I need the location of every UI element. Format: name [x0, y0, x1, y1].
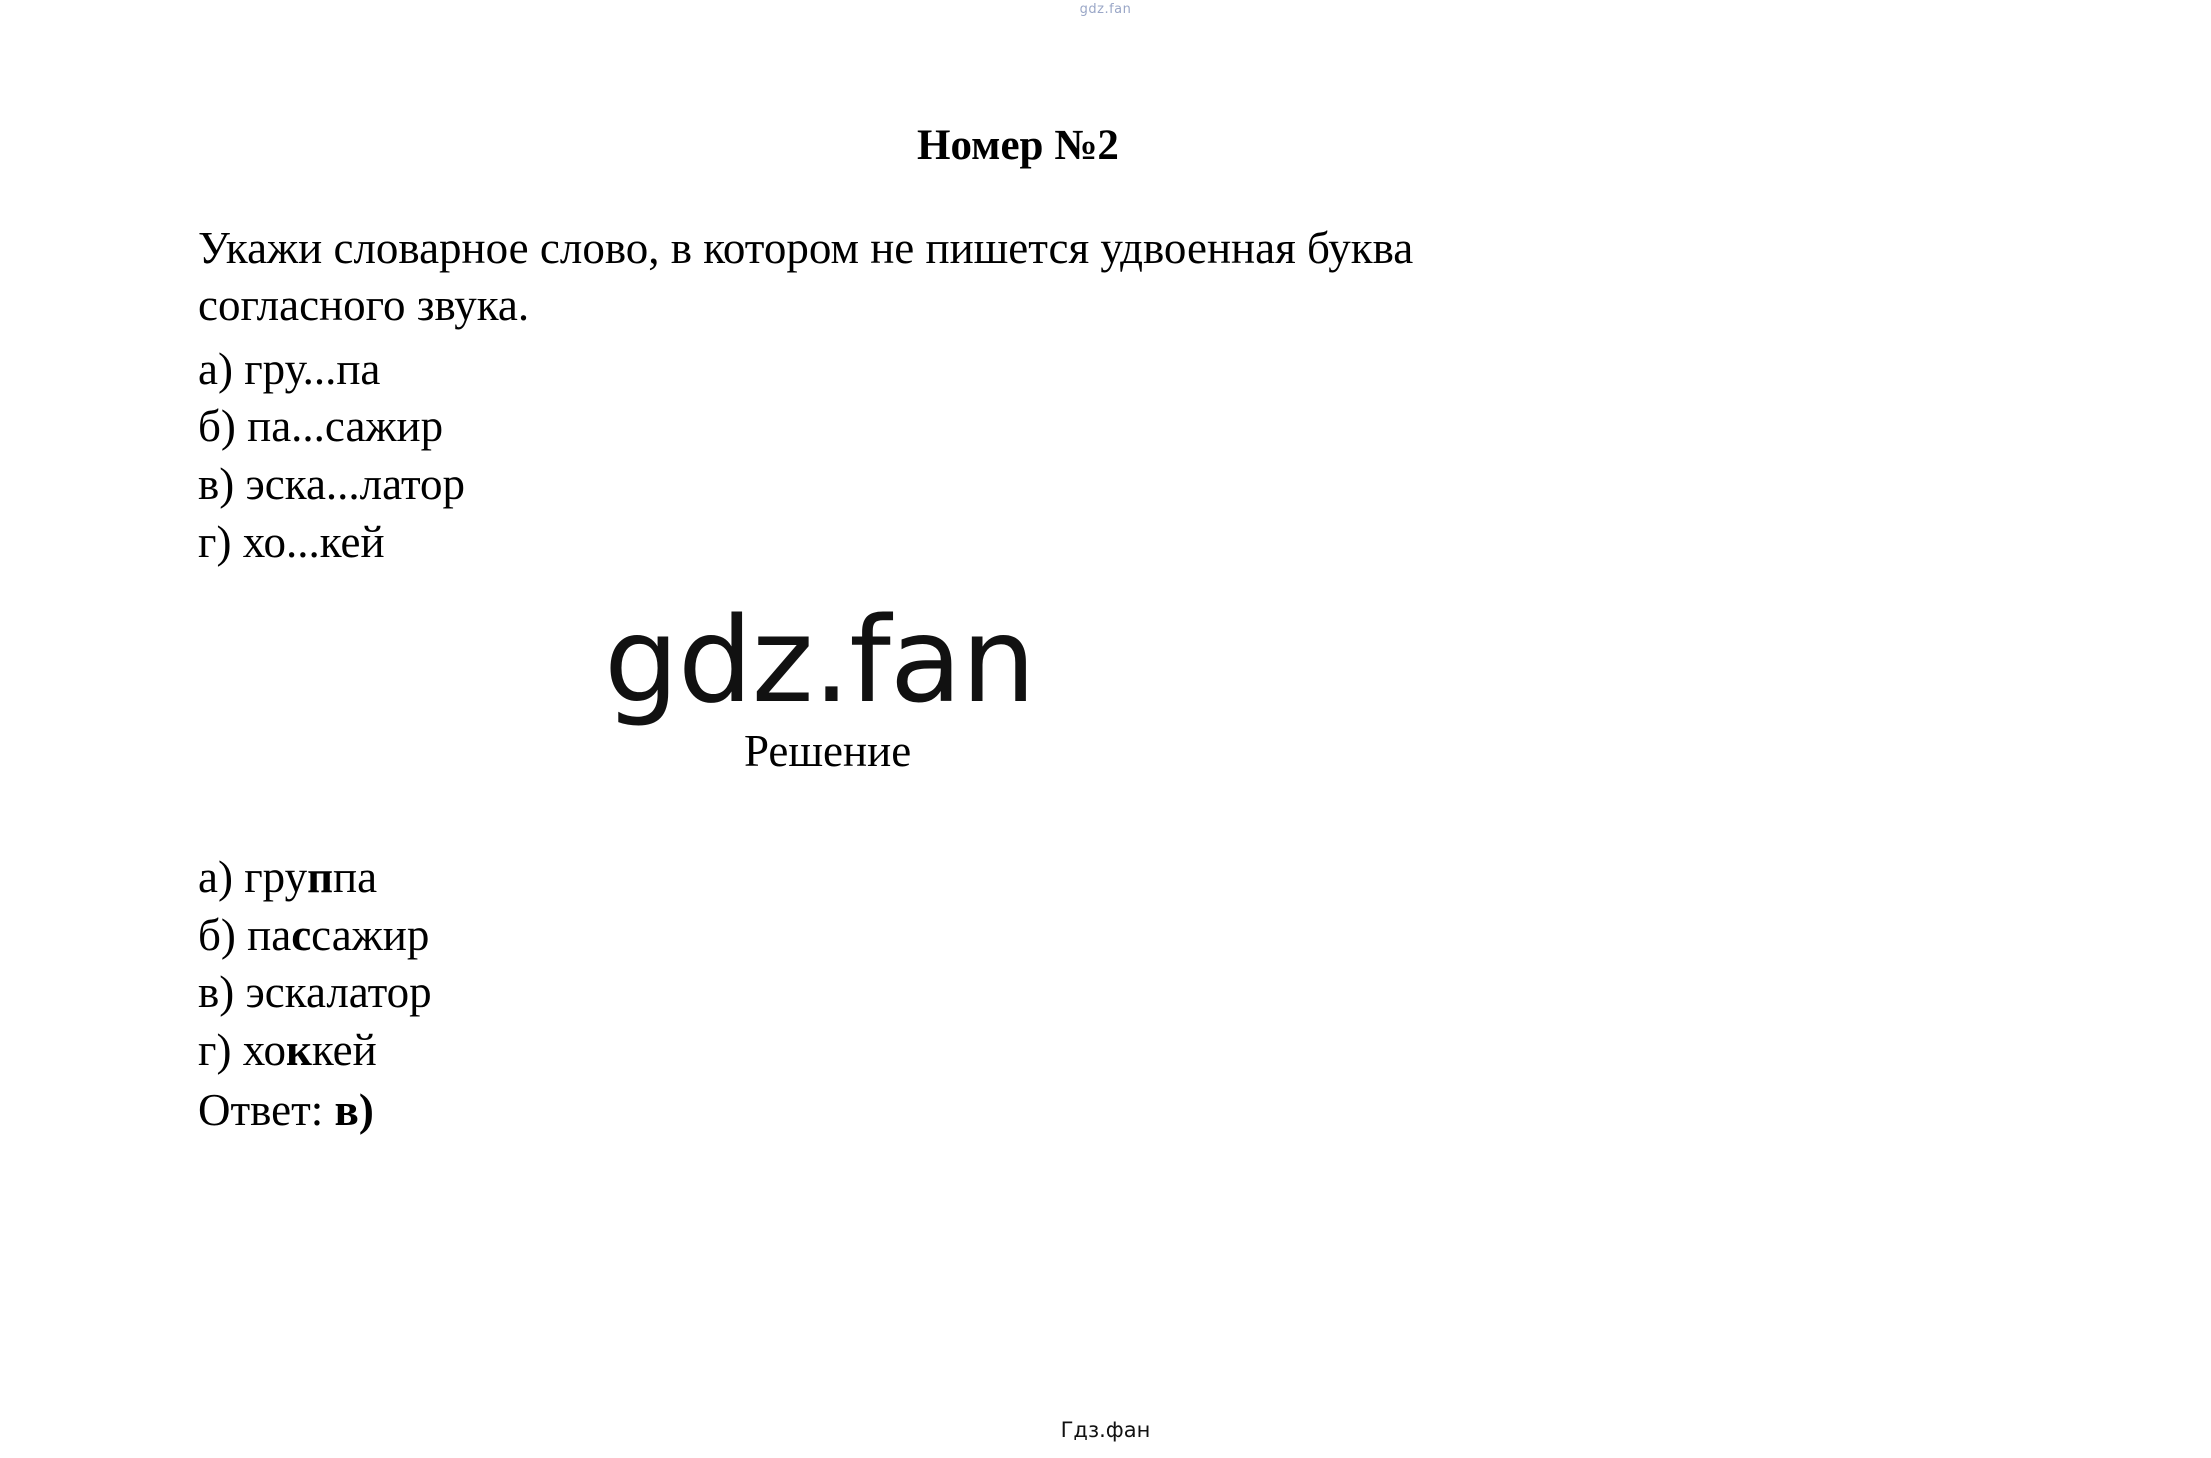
solution-item-g-highlight: к [285, 1024, 312, 1075]
solution-item-a-highlight: п [307, 852, 334, 903]
solution-header-block [198, 591, 2018, 805]
solution-item-a [198, 849, 2018, 907]
solution-answers [198, 849, 2018, 1139]
task-line-2: согласного звука. [198, 280, 530, 331]
solution-item-b-suffix: сажир [311, 909, 430, 960]
solution-item-b-prefix: б) па [198, 909, 292, 960]
solution-item-b [198, 907, 2018, 965]
final-answer [198, 1082, 2018, 1140]
page-title: Номер №2 [917, 122, 1119, 169]
center-watermark: gdz.fan [604, 591, 1035, 730]
footer-watermark: Гдз.фан [1060, 1418, 1151, 1442]
option-g: г) хо...кей [198, 516, 385, 567]
final-answer-value: в) [334, 1084, 374, 1135]
solution-item-v-prefix: в) эскалатор [198, 967, 432, 1018]
task-statement [198, 220, 2018, 335]
document-content [198, 120, 2018, 1139]
option-v: в) эска...латор [198, 458, 466, 509]
final-answer-label: Ответ: [198, 1084, 324, 1135]
task-options [198, 341, 2018, 571]
solution-item-b-highlight: с [291, 909, 312, 960]
solution-item-g-suffix: кей [311, 1024, 377, 1075]
solution-item-a-prefix: а) гру [198, 852, 308, 903]
solution-item-a-suffix: па [333, 852, 378, 903]
option-a: а) гру...па [198, 343, 381, 394]
solution-item-v [198, 964, 2018, 1022]
option-b: б) па...сажир [198, 401, 444, 452]
solution-item-g-prefix: г) хо [198, 1024, 286, 1075]
top-watermark: gdz.fan [1079, 2, 1132, 17]
task-line-1: Укажи словарное слово, в котором не пишется удвоенная буква [198, 222, 1414, 273]
solution-item-g [198, 1022, 2018, 1080]
solution-label: Решение [744, 726, 912, 777]
